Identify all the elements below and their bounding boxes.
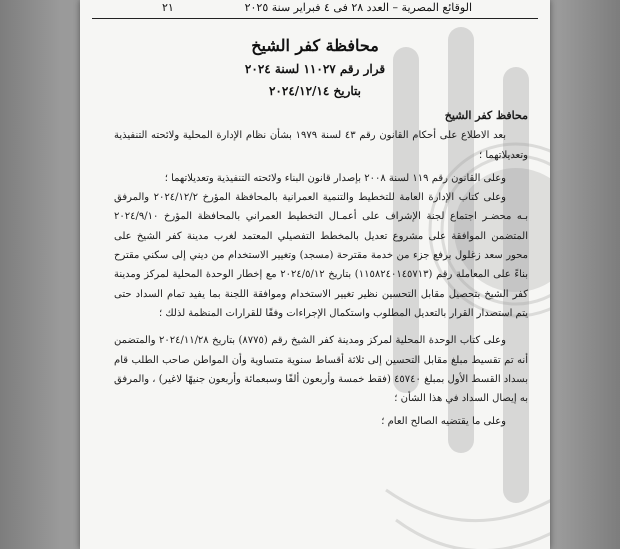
paragraph-4: وعلى كتاب الوحدة المحلية لمركز ومدينة كفر الشيخ رقم (٨٧٧٥) بتاريخ ٢٠٢٤/١١/٢٨ والمتضمن أنه تم تقسيط مبلغ مقابل التحسين إلى ثلاثة أقساط سنوية متساوية وأن المواطن صاحب الطلب قام بسداد القسط الأول بمبلغ ٤٥٧٤٠ (فقط خمسة وأربعون ألفًا وسبعمائة وأربعون جنيهًا لاغير) ، والمرفق به إيصال السداد في هذا الشأن ؛ bbox=[114, 335, 528, 405]
paragraph-1: بعد الاطلاع على أحكام القانون رقم ٤٣ لسنة ١٩٧٩ بشأن نظام الإدارة المحلية ولائحته التنفيذية وتعديلاتهما ؛ bbox=[114, 130, 528, 161]
decree-body bbox=[114, 106, 528, 432]
governorate-title: محافظة كفر الشيخ bbox=[251, 36, 379, 55]
running-title: الوقائع المصرية – العدد ٢٨ فى ٤ فبراير سنة ٢٠٢٥ bbox=[244, 1, 472, 14]
running-header bbox=[92, 0, 538, 19]
paragraph-5: وعلى ما يقتضيه الصالح العام ؛ bbox=[381, 416, 506, 428]
page-number: ٢١ bbox=[162, 1, 174, 14]
document-page bbox=[80, 0, 550, 549]
addressee-heading: محافظ كفر الشيخ bbox=[444, 109, 528, 122]
paragraph-3: وعلى كتاب الإدارة العامة للتخطيط والتنمية العمرانية بالمحافظة المؤرخ ٢٠٢٤/١٢/٢ والمرفق بـه محضـر اجتماع لجنة الإشراف على أعمـال التخطيط العمراني بالمحافظة المؤرخ ٢٠٢٤/٩/١٠ المتضمن الموافقة على مشروع تعديل بالمخطط التفصيلي المعتمد لغرب مدينة كفر الشيخ على محور سعد زغلول برفع جزء من خدمة مقترحة (مسجد) وتغيير الاستخدام من ديني إلى سكني مقترح بناءً على المعاملة رقم (١١٥٨٢٤٠١٤٥٧١٣) بتاريخ ٢٠٢٤/٥/١٢ مع إخطار الوحدة المحلية لمركز ومدينة كفر الشيخ بتحصيل مقابل التحسين نظير تغيير الاستخدام وموافقة اللجنة بما يفيد تمام السداد حتى يتم استصدار القرار بالتعديل المطلوب واستكمال الإجراءات وفقًا للقرارات المنظمة لذلك ؛ bbox=[114, 192, 528, 319]
paragraph-2: وعلى القانون رقم ١١٩ لسنة ٢٠٠٨ بإصدار قانون البناء ولائحته التنفيذية وتعديلاتهما ؛ bbox=[164, 172, 506, 184]
decree-number: قرار رقم ١١٠٢٧ لسنة ٢٠٢٤ bbox=[244, 62, 386, 76]
decree-date: بتاريخ ٢٠٢٤/١٢/١٤ bbox=[268, 84, 361, 98]
